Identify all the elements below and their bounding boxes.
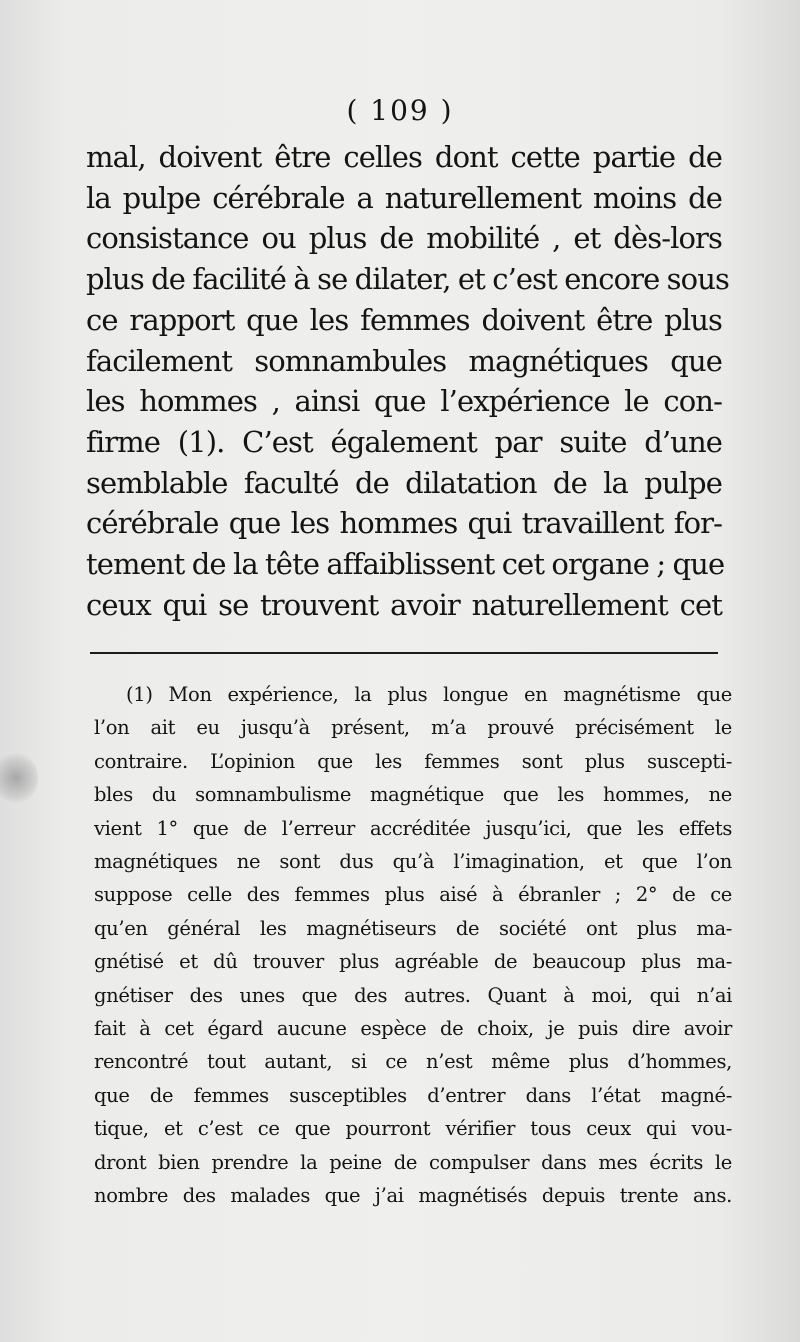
text-line: plus de facilité à se dilater, et c’est encore sous: [86, 262, 729, 297]
text-line: semblable faculté de dilatation de la pulpe: [86, 465, 722, 500]
footnote-line: l’on ait eu jusqu’à présent, m’a prouvé précisément le: [94, 716, 732, 740]
main-text: [86, 137, 729, 625]
footnote-line: magnétiques ne sont dus qu’à l’imagination, et que l’on: [94, 850, 732, 874]
footnote-divider: [90, 652, 718, 654]
page-number: ( 109 ): [346, 94, 454, 127]
footnote-line: tique, et c’est ce que pourront vérifier tous ceux qui vou-: [94, 1117, 732, 1141]
text-line: les hommes , ainsi que l’expérience le con-: [86, 384, 722, 419]
footnote-line: que de femmes susceptibles d’entrer dans l’état magné-: [94, 1083, 732, 1107]
footnote-line: nombre des malades que j’ai magnétisés depuis trente ans.: [94, 1184, 732, 1208]
text-line: firme (1). C’est également par suite d’une: [86, 424, 722, 459]
footnote-line: qu’en général les magnétiseurs de société ont plus ma-: [94, 916, 732, 940]
footnote-line: gnétisé et dû trouver plus agréable de beaucoup plus ma-: [94, 950, 732, 974]
footnote: [94, 678, 732, 1213]
footnote-line: rencontré tout autant, si ce n’est même plus d’hommes,: [94, 1050, 732, 1074]
footnote-line: dront bien prendre la peine de compulser dans mes écrits le: [94, 1150, 732, 1174]
text-line: facilement somnambules magnétiques que: [86, 343, 722, 378]
text-line: ceux qui se trouvent avoir naturellement cet: [86, 587, 722, 622]
text-line: ce rapport que les femmes doivent être plus: [86, 302, 722, 337]
footnote-line: contraire. L’opinion que les femmes sont plus suscepti-: [94, 749, 732, 773]
text-line: cérébrale que les hommes qui travaillent for-: [86, 506, 722, 541]
ink-smudge: [0, 752, 38, 804]
footnote-line: gnétiser des unes que des autres. Quant à moi, qui n’ai: [94, 983, 732, 1007]
text-line: tement de la tête affaiblissent cet organe ; que: [86, 547, 725, 582]
footnote-line: (1) Mon expérience, la plus longue en magnétisme que: [126, 683, 732, 706]
footnote-line: vient 1° que de l’erreur accréditée jusqu’ici, que les effets: [94, 816, 732, 840]
text-line: consistance ou plus de mobilité , et dès-lors: [86, 221, 722, 256]
text-line: la pulpe cérébrale a naturellement moins de: [86, 180, 722, 215]
footnote-line: fait à cet égard aucune espèce de choix, je puis dire avoir: [94, 1017, 732, 1041]
footnote-line: bles du somnambulisme magnétique que les hommes, ne: [94, 783, 732, 807]
text-line: mal, doivent être celles dont cette partie de: [86, 140, 722, 174]
footnote-line: suppose celle des femmes plus aisé à ébranler ; 2° de ce: [94, 883, 732, 907]
